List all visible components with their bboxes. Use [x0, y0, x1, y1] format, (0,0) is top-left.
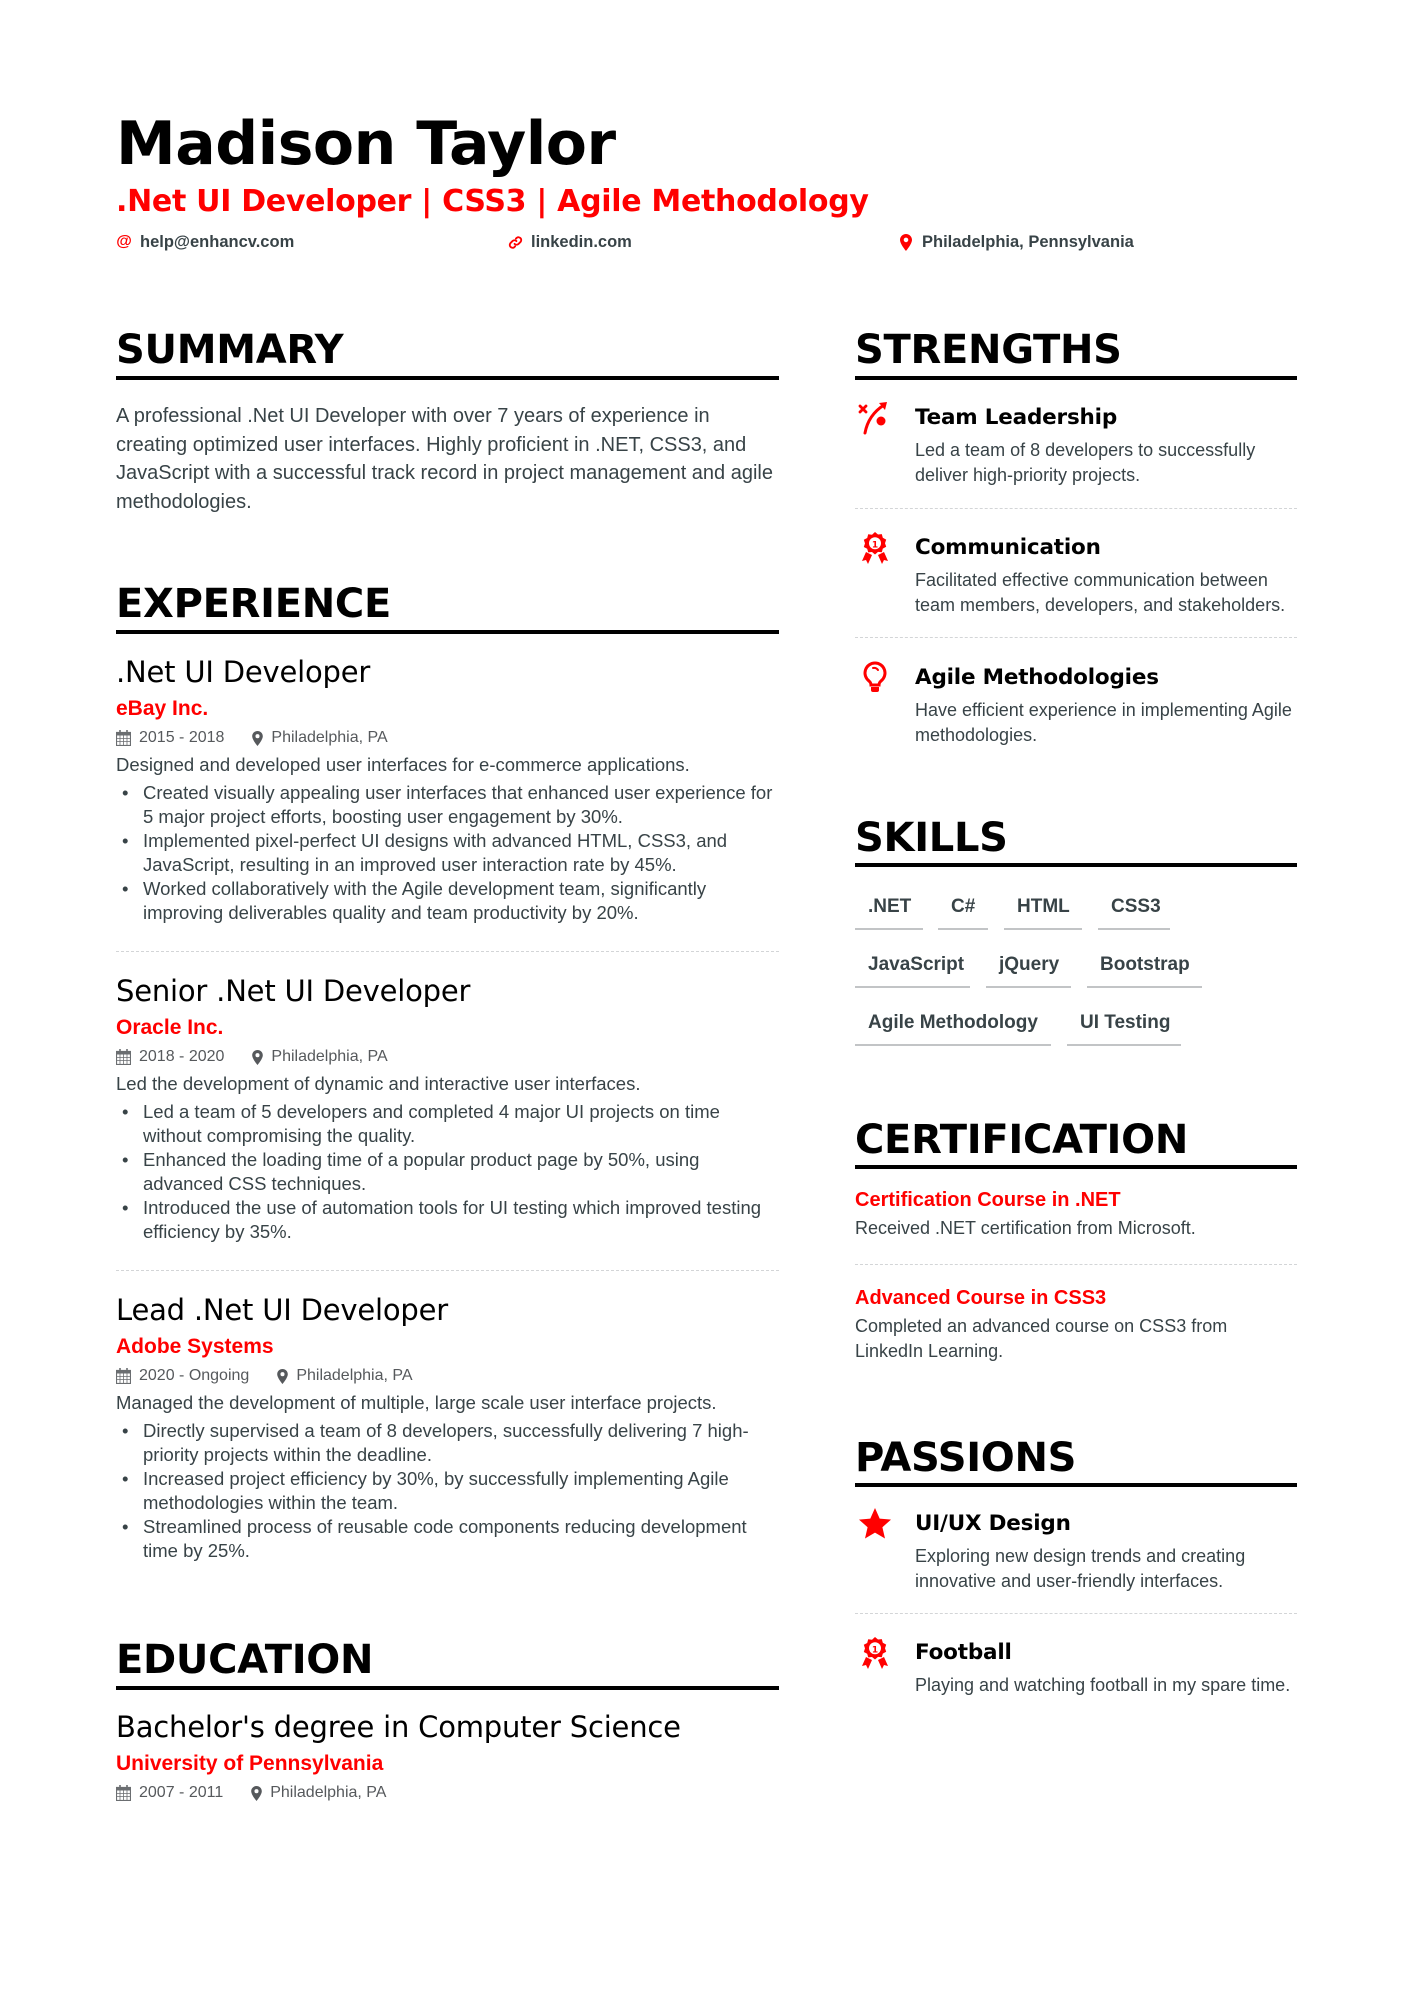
strategy-play-icon — [857, 400, 893, 436]
strength-title: Communication — [915, 535, 1101, 560]
strength-description: Led a team of 8 developers to successfully deliver high-priority projects. — [915, 440, 1256, 485]
job-dates — [116, 1044, 224, 1070]
svg-text:1: 1 — [871, 1645, 879, 1656]
experience-item — [116, 972, 779, 1244]
skill-tag: C# — [938, 888, 988, 930]
company-name: eBay Inc. — [116, 697, 209, 720]
certification-title: Advanced Course in CSS3 — [855, 1287, 1107, 1309]
candidate-tagline: .Net UI Developer | CSS3 | Agile Methodology — [116, 184, 869, 219]
calendar-icon — [116, 1785, 131, 1801]
passion-title: UI/UX Design — [915, 1511, 1071, 1536]
experience-divider — [116, 1270, 779, 1271]
strength-divider — [855, 637, 1297, 638]
map-pin-icon — [898, 233, 914, 251]
education-heading: EDUCATION — [116, 1637, 374, 1683]
skill-tag: HTML — [1004, 888, 1082, 930]
calendar-icon — [116, 1049, 131, 1065]
map-pin-icon — [277, 1369, 288, 1384]
skills-heading: SKILLS — [855, 815, 1008, 861]
job-location-text: Philadelphia, PA — [271, 729, 388, 746]
certification-divider — [855, 1264, 1297, 1265]
job-bullets — [116, 1100, 779, 1244]
strength-divider — [855, 508, 1297, 509]
job-bullet: • Directly supervised a team of 8 developers, successfully delivering 7 high-priority projects within the deadline. — [116, 1419, 779, 1467]
passions-rule — [855, 1483, 1297, 1487]
job-dates-text: 2015 - 2018 — [139, 729, 225, 746]
skills-rule — [855, 863, 1297, 867]
strength-description: Have efficient experience in implementing Agile methodologies. — [915, 700, 1292, 745]
passion-description: Playing and watching football in my spare time. — [915, 1675, 1291, 1695]
contact-location — [898, 230, 1134, 254]
award-ribbon-icon — [857, 530, 893, 566]
experience-heading: EXPERIENCE — [116, 581, 391, 627]
summary-rule — [116, 376, 779, 380]
job-title: .Net UI Developer — [116, 655, 371, 689]
certification-description: Received .NET certification from Microsoft. — [855, 1218, 1196, 1238]
job-bullet: • Introduced the use of automation tools for UI testing which improved testing efficiency by 35%. — [116, 1196, 779, 1244]
skill-tag: CSS3 — [1098, 888, 1170, 930]
education-rule — [116, 1686, 779, 1690]
education-location — [251, 1780, 386, 1806]
contact-linkedin[interactable] — [507, 230, 632, 254]
job-location — [252, 725, 387, 751]
star-icon — [857, 1506, 893, 1542]
contact-location-text: Philadelphia, Pennsylvania — [922, 232, 1134, 251]
strength-title: Agile Methodologies — [915, 665, 1159, 690]
job-bullet: • Led a team of 5 developers and completed 4 major UI projects on time without compromising the quality. — [116, 1100, 779, 1148]
education-meta — [116, 1780, 779, 1806]
experience-divider — [116, 951, 779, 952]
job-description: Designed and developed user interfaces for e-commerce applications. — [116, 754, 690, 775]
certification-title: Certification Course in .NET — [855, 1189, 1121, 1211]
skill-tag: UI Testing — [1067, 1004, 1181, 1046]
experience-rule — [116, 630, 779, 634]
certification-description: Completed an advanced course on CSS3 from LinkedIn Learning. — [855, 1316, 1228, 1361]
job-bullets — [116, 1419, 779, 1563]
job-description: Led the development of dynamic and interactive user interfaces. — [116, 1073, 641, 1094]
job-title: Lead .Net UI Developer — [116, 1293, 448, 1327]
contact-email[interactable] — [116, 230, 294, 254]
job-dates-text: 2018 - 2020 — [139, 1048, 225, 1065]
job-location-text: Philadelphia, PA — [271, 1048, 388, 1065]
job-bullet: • Increased project efficiency by 30%, by successfully implementing Agile methodologies within the team. — [116, 1467, 779, 1515]
education-item — [116, 1708, 779, 1806]
calendar-icon — [116, 1368, 131, 1384]
strengths-heading: STRENGTHS — [855, 327, 1122, 373]
link-icon — [507, 233, 523, 251]
certification-item — [855, 1284, 1297, 1363]
job-bullet: • Enhanced the loading time of a popular product page by 50%, using advanced CSS techniques. — [116, 1148, 779, 1196]
job-dates-text: 2020 - Ongoing — [139, 1367, 250, 1384]
job-dates — [116, 725, 224, 751]
certification-item — [855, 1186, 1297, 1241]
education-dates — [116, 1780, 223, 1806]
job-bullet: • Worked collaboratively with the Agile development team, significantly improving deliverables quality and team productivity by 20%. — [116, 877, 779, 925]
education-dates-text: 2007 - 2011 — [139, 1784, 224, 1801]
skill-tag: JavaScript — [855, 946, 970, 988]
company-name: Oracle Inc. — [116, 1016, 224, 1039]
job-location — [277, 1363, 412, 1389]
job-title: Senior .Net UI Developer — [116, 974, 471, 1008]
lightbulb-icon — [857, 660, 893, 696]
job-bullet: • Created visually appealing user interfaces that enhanced user experience for 5 major project efforts, boosting user engagement by 30%. — [116, 781, 779, 829]
job-meta — [116, 1363, 779, 1389]
skill-tag: jQuery — [986, 946, 1071, 988]
degree-title: Bachelor's degree in Computer Science — [116, 1710, 681, 1744]
map-pin-icon — [252, 731, 263, 746]
summary-heading: SUMMARY — [116, 327, 344, 373]
passion-title: Football — [915, 1640, 1012, 1665]
job-description: Managed the development of multiple, large scale user interface projects. — [116, 1392, 717, 1413]
experience-item — [116, 1291, 779, 1563]
svg-text:1: 1 — [871, 540, 879, 551]
school-name: University of Pennsylvania — [116, 1752, 384, 1775]
map-pin-icon — [251, 1786, 262, 1801]
skill-tag: .NET — [855, 888, 923, 930]
certification-rule — [855, 1165, 1297, 1169]
job-dates — [116, 1363, 249, 1389]
strength-title: Team Leadership — [915, 405, 1118, 430]
passions-heading: PASSIONS — [855, 1435, 1077, 1481]
contact-linkedin-text: linkedin.com — [531, 232, 632, 251]
job-meta — [116, 1044, 779, 1070]
job-bullet: • Implemented pixel-perfect UI designs with advanced HTML, CSS3, and JavaScript, resulting in an improved user interaction rate by 45%. — [116, 829, 779, 877]
summary-text: A professional .Net UI Developer with over 7 years of experience in creating optimized user interfaces. Highly proficient in .NET, CSS3, and JavaScript with a successful track record in project management and agile methodologies. — [116, 405, 773, 514]
company-name: Adobe Systems — [116, 1335, 274, 1358]
contact-email-text: help@enhancv.com — [140, 232, 295, 251]
at-icon: @ — [116, 233, 132, 250]
passion-description: Exploring new design trends and creating innovative and user-friendly interfaces. — [915, 1546, 1246, 1591]
map-pin-icon — [252, 1050, 263, 1065]
job-location — [252, 1044, 387, 1070]
candidate-name: Madison Taylor — [116, 109, 616, 179]
skill-tag: Agile Methodology — [855, 1004, 1051, 1046]
job-location-text: Philadelphia, PA — [296, 1367, 413, 1384]
certification-heading: CERTIFICATION — [855, 1117, 1189, 1163]
award-ribbon-icon — [857, 1635, 893, 1671]
job-meta — [116, 725, 779, 751]
job-bullets — [116, 781, 779, 925]
skill-tag: Bootstrap — [1087, 946, 1202, 988]
job-bullet: • Streamlined process of reusable code components reducing development time by 25%. — [116, 1515, 779, 1563]
calendar-icon — [116, 730, 131, 746]
passion-divider — [855, 1613, 1297, 1614]
education-location-text: Philadelphia, PA — [270, 1784, 387, 1801]
strengths-rule — [855, 376, 1297, 380]
experience-item — [116, 653, 779, 925]
strength-description: Facilitated effective communication between team members, developers, and stakeholders. — [915, 570, 1286, 615]
